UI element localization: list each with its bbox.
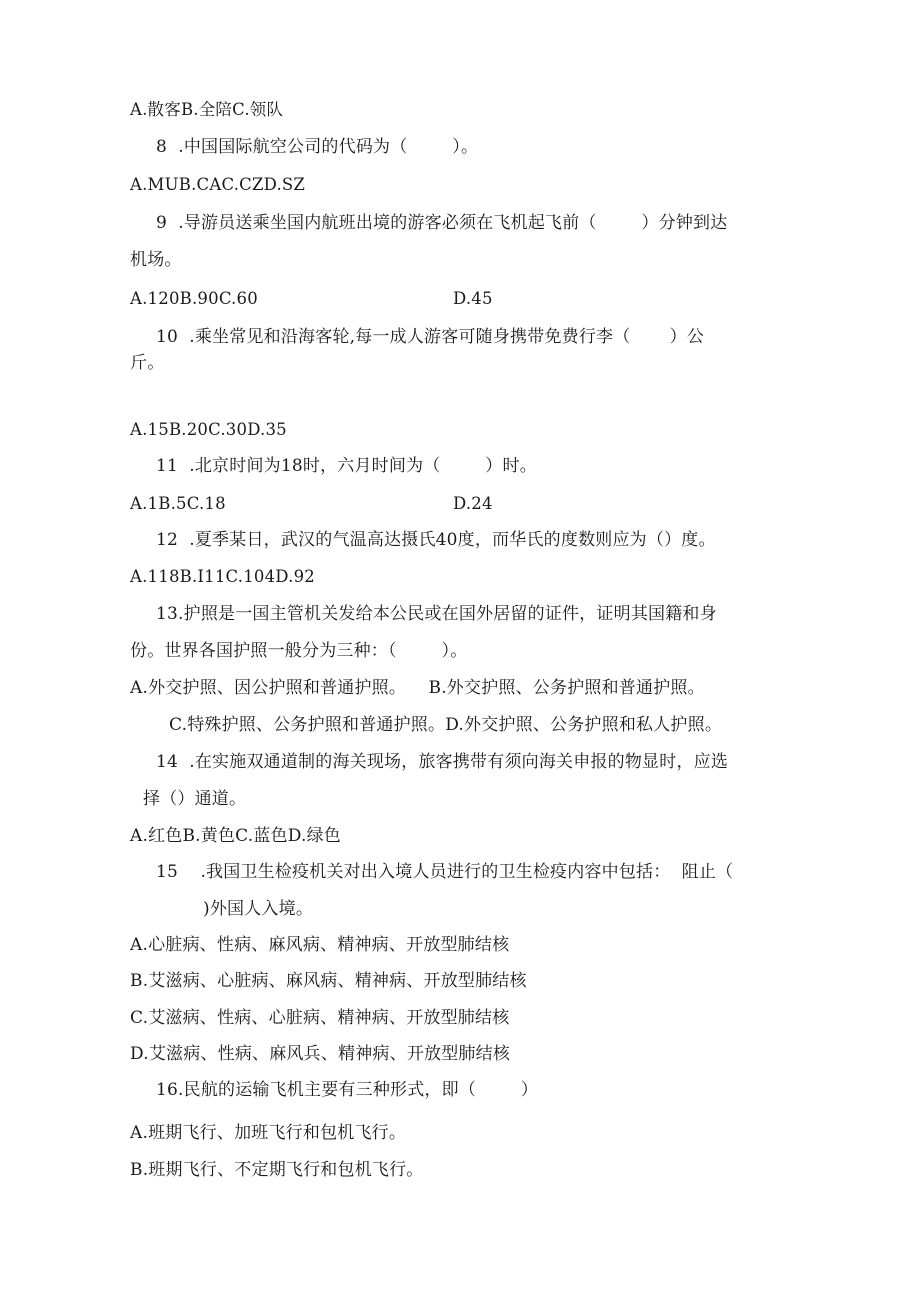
q11-options-abc: A.1B.5C.18 [130,494,226,513]
q9-stem: 9 .导游员送乘坐国内航班出境的游客必须在飞机起飞前（ ）分钟到达 [156,213,728,233]
q10-options: A.15B.20C.30D.35 [130,420,287,439]
q15-stem: 15 .我国卫生检疫机关对出入境人员进行的卫生检疫内容中包括： 阻止（ [156,862,734,882]
q7-options: A.散客B.全陪C.领队 [130,100,284,119]
q14-options: A.红色B.黄色C.蓝色D.绿色 [130,826,342,846]
q13-stem-cont: 份。世界各国护照一般分为三种：（ ）。 [130,641,468,661]
q8-stem: 8 .中国国际航空公司的代码为（ ）。 [156,137,479,157]
q15-option-a: A.心脏病、性病、麻风病、精神病、开放型肺结核 [130,935,510,955]
q15-option-d: D.艾滋病、性病、麻风兵、精神病、开放型肺结核 [130,1044,511,1064]
q13-stem: 13.护照是一国主管机关发给本公民或在国外居留的证件，证明其国籍和身 [156,604,717,624]
q11-option-d: D.24 [453,494,493,513]
q8-options: A.MUB.CAC.CZD.SZ [130,175,306,194]
q13-options-ab: A.外交护照、因公护照和普通护照。 B.外交护照、公务护照和普通护照。 [130,678,705,698]
q10-stem: 10 .乘坐常见和沿海客轮,每一成人游客可随身携带免费行李（ ）公 [156,327,705,347]
q16-stem: 16.民航的运输飞机主要有三种形式，即（ ） [156,1080,539,1100]
q15-option-b: B.艾滋病、心脏病、麻风病、精神病、开放型肺结核 [130,971,527,991]
q9-options-abc: A.120B.90C.60 [130,289,258,308]
q9-stem-cont: 机场。 [130,250,182,270]
q16-option-a: A.班期飞行、加班飞行和包机飞行。 [130,1123,407,1143]
q11-stem: 11 .北京时间为18时，六月时间为（ ）时。 [156,456,537,476]
q14-stem-cont: 择（）通道。 [143,789,247,809]
q12-options: A.118B.I11C.104D.92 [130,567,315,586]
q9-option-d: D.45 [453,289,493,308]
q15-stem-cont: )外国人入境。 [203,899,314,919]
q10-stem-cont: 斤。 [130,353,165,373]
q15-option-c: C.艾滋病、性病、心脏病、精神病、开放型肺结核 [130,1008,510,1028]
q14-stem: 14 .在实施双通道制的海关现场，旅客携带有须向海关申报的物显时，应选 [156,752,729,772]
q16-option-b: B.班期飞行、不定期飞行和包机飞行。 [130,1160,424,1180]
q12-stem: 12 .夏季某日，武汉的气温高达摄氏40度，而华氏的度数则应为（）度。 [156,530,716,550]
q13-options-cd: C.特殊护照、公务护照和普通护照。D.外交护照、公务护照和私人护照。 [169,715,723,735]
